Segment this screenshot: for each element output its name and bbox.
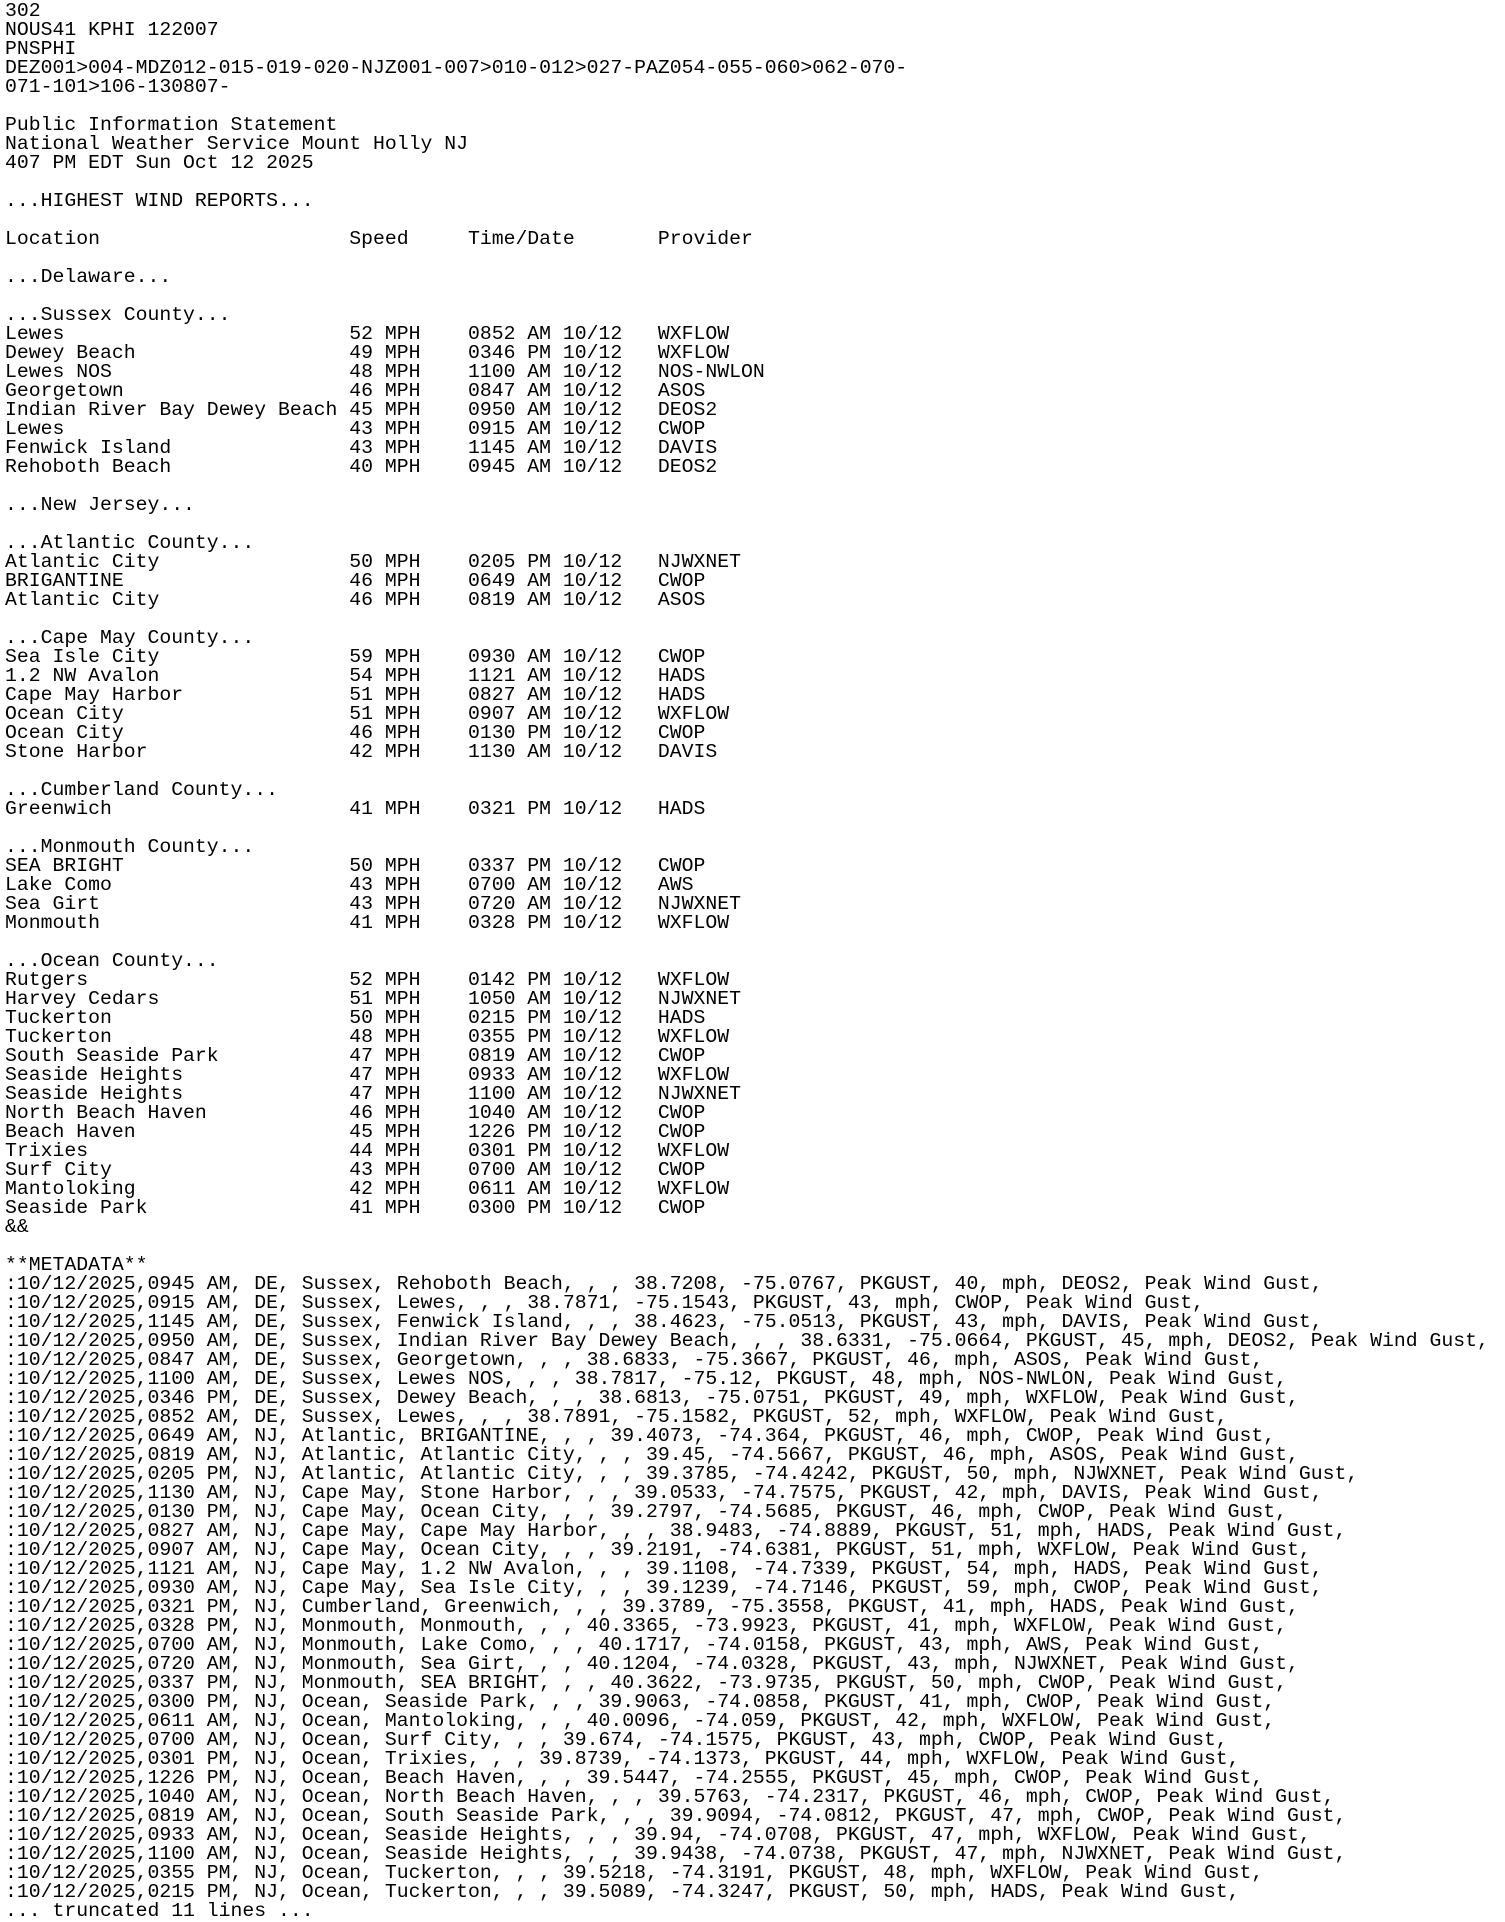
text-line: Atlantic City 46 MPH 0819 AM 10/12 ASOS xyxy=(5,589,706,611)
text-line: ...Monmouth County... xyxy=(5,836,255,858)
text-line: :10/12/2025,0950 AM, DE, Sussex, Indian River Bay Dewey Beach, , , 38.6331, -75.0664, PKGUST, 45, mph, DEOS2, Peak Wind Gust, xyxy=(5,1330,1489,1352)
text-line xyxy=(5,933,1505,952)
text-line: Surf City 43 MPH 0700 AM 10/12 CWOP xyxy=(5,1159,706,1181)
text-line: :10/12/2025,0945 AM, DE, Sussex, Rehoboth Beach, , , 38.7208, -75.0767, PKGUST, 40, mph, DEOS2, Peak Wind Gust, xyxy=(5,1273,1323,1295)
text-line: ...Sussex County... xyxy=(5,304,231,326)
text-line: :10/12/2025,0930 AM, NJ, Cape May, Sea Isle City, , , 39.1239, -74.7146, PKGUST, 59, mph, CWOP, Peak Wind Gust, xyxy=(5,1577,1323,1599)
text-line: ...Ocean County... xyxy=(5,950,219,972)
text-line xyxy=(5,249,1505,268)
text-line: Harvey Cedars 51 MPH 1050 AM 10/12 NJWXNET xyxy=(5,988,741,1010)
text-line: :10/12/2025,0300 PM, NJ, Ocean, Seaside Park, , , 39.9063, -74.0858, PKGUST, 41, mph, CWOP, Peak Wind Gust, xyxy=(5,1691,1276,1713)
text-line: :10/12/2025,0328 PM, NJ, Monmouth, Monmouth, , , 40.3365, -73.9923, PKGUST, 41, mph, WXFLOW, Peak Wind Gust, xyxy=(5,1615,1288,1637)
text-line: Tuckerton 48 MPH 0355 PM 10/12 WXFLOW xyxy=(5,1026,730,1048)
text-line: Sea Isle City 59 MPH 0930 AM 10/12 CWOP xyxy=(5,646,706,668)
text-line: Location Speed Time/Date Provider xyxy=(5,228,753,250)
text-line: :10/12/2025,0720 AM, NJ, Monmouth, Sea Girt, , , 40.1204, -74.0328, PKGUST, 43, mph, NJWXNET, Peak Wind Gust, xyxy=(5,1653,1299,1675)
text-line: Atlantic City 50 MPH 0205 PM 10/12 NJWXNET xyxy=(5,551,741,573)
text-line: Sea Girt 43 MPH 0720 AM 10/12 NJWXNET xyxy=(5,893,741,915)
text-line: :10/12/2025,1100 AM, NJ, Ocean, Seaside Heights, , , 39.9438, -74.0738, PKGUST, 47, mph, NJWXNET, Peak Wind Gust, xyxy=(5,1843,1347,1865)
text-line: :10/12/2025,0649 AM, NJ, Atlantic, BRIGANTINE, , , 39.4073, -74.364, PKGUST, 46, mph, CWOP, Peak Wind Gust, xyxy=(5,1425,1276,1447)
text-line: :10/12/2025,0215 PM, NJ, Ocean, Tuckerton, , , 39.5089, -74.3247, PKGUST, 50, mph, HADS, Peak Wind Gust, xyxy=(5,1881,1240,1903)
text-line: Seaside Heights 47 MPH 0933 AM 10/12 WXFLOW xyxy=(5,1064,730,1086)
text-line: 407 PM EDT Sun Oct 12 2025 xyxy=(5,152,314,174)
text-line: :10/12/2025,0301 PM, NJ, Ocean, Trixies, , , 39.8739, -74.1373, PKGUST, 44, mph, WXFLOW, Peak Wind Gust, xyxy=(5,1748,1240,1770)
text-line: Lewes 43 MPH 0915 AM 10/12 CWOP xyxy=(5,418,706,440)
text-line: :10/12/2025,0355 PM, NJ, Ocean, Tuckerton, , , 39.5218, -74.3191, PKGUST, 48, mph, WXFLOW, Peak Wind Gust, xyxy=(5,1862,1264,1884)
text-line: Mantoloking 42 MPH 0611 AM 10/12 WXFLOW xyxy=(5,1178,730,1200)
text-line: :10/12/2025,0205 PM, NJ, Atlantic, Atlantic City, , , 39.3785, -74.4242, PKGUST, 50, mph, NJWXNET, Peak Wind Gust, xyxy=(5,1463,1359,1485)
text-line: Rehoboth Beach 40 MPH 0945 AM 10/12 DEOS2 xyxy=(5,456,718,478)
text-line: PNSPHI xyxy=(5,38,77,60)
text-line: :10/12/2025,0819 AM, NJ, Atlantic, Atlantic City, , , 39.45, -74.5667, PKGUST, 46, mph, ASOS, Peak Wind Gust, xyxy=(5,1444,1299,1466)
text-line: :10/12/2025,0337 PM, NJ, Monmouth, SEA BRIGHT, , , 40.3622, -73.9735, PKGUST, 50, mph, CWOP, Peak Wind Gust, xyxy=(5,1672,1288,1694)
text-line: Cape May Harbor 51 MPH 0827 AM 10/12 HADS xyxy=(5,684,706,706)
text-line: :10/12/2025,0611 AM, NJ, Ocean, Mantoloking, , , 40.0096, -74.059, PKGUST, 42, mph, WXFLOW, Peak Wind Gust, xyxy=(5,1710,1276,1732)
text-line: ...Cumberland County... xyxy=(5,779,279,801)
text-line: Lewes 52 MPH 0852 AM 10/12 WXFLOW xyxy=(5,323,730,345)
text-line: **METADATA** xyxy=(5,1254,148,1276)
text-line: ...HIGHEST WIND REPORTS... xyxy=(5,190,314,212)
text-line: :10/12/2025,0130 PM, NJ, Cape May, Ocean City, , , 39.2797, -74.5685, PKGUST, 46, mph, CWOP, Peak Wind Gust, xyxy=(5,1501,1288,1523)
text-line xyxy=(5,477,1505,496)
text-line: Ocean City 46 MPH 0130 PM 10/12 CWOP xyxy=(5,722,706,744)
text-line: ... truncated 11 lines ... xyxy=(5,1900,314,1922)
text-line: :10/12/2025,0827 AM, NJ, Cape May, Cape May Harbor, , , 38.9483, -74.8889, PKGUST, 51, mph, HADS, Peak Wind Gust, xyxy=(5,1520,1347,1542)
text-line: :10/12/2025,1121 AM, NJ, Cape May, 1.2 NW Avalon, , , 39.1108, -74.7339, PKGUST, 54, mph, HADS, Peak Wind Gust, xyxy=(5,1558,1323,1580)
text-line: :10/12/2025,1040 AM, NJ, Ocean, North Beach Haven, , , 39.5763, -74.2317, PKGUST, 46, mph, CWOP, Peak Wind Gust, xyxy=(5,1786,1335,1808)
text-line: Stone Harbor 42 MPH 1130 AM 10/12 DAVIS xyxy=(5,741,718,763)
text-line: :10/12/2025,1226 PM, NJ, Ocean, Beach Haven, , , 39.5447, -74.2555, PKGUST, 45, mph, CWOP, Peak Wind Gust, xyxy=(5,1767,1264,1789)
text-line: Dewey Beach 49 MPH 0346 PM 10/12 WXFLOW xyxy=(5,342,730,364)
text-line: :10/12/2025,1100 AM, DE, Sussex, Lewes NOS, , , 38.7817, -75.12, PKGUST, 48, mph, NOS-NWLON, Peak Wind Gust, xyxy=(5,1368,1288,1390)
text-line: Monmouth 41 MPH 0328 PM 10/12 WXFLOW xyxy=(5,912,730,934)
text-line: Lewes NOS 48 MPH 1100 AM 10/12 NOS-NWLON xyxy=(5,361,765,383)
text-line: Beach Haven 45 MPH 1226 PM 10/12 CWOP xyxy=(5,1121,706,1143)
text-line: Greenwich 41 MPH 0321 PM 10/12 HADS xyxy=(5,798,706,820)
text-line: Seaside Park 41 MPH 0300 PM 10/12 CWOP xyxy=(5,1197,706,1219)
text-line xyxy=(5,1237,1505,1256)
text-line: :10/12/2025,0907 AM, NJ, Cape May, Ocean City, , , 39.2191, -74.6381, PKGUST, 51, mph, WXFLOW, Peak Wind Gust, xyxy=(5,1539,1311,1561)
text-line: :10/12/2025,0346 PM, DE, Sussex, Dewey Beach, , , 38.6813, -75.0751, PKGUST, 49, mph, WXFLOW, Peak Wind Gust, xyxy=(5,1387,1299,1409)
text-line: :10/12/2025,0915 AM, DE, Sussex, Lewes, , , 38.7871, -75.1543, PKGUST, 43, mph, CWOP, Peak Wind Gust, xyxy=(5,1292,1204,1314)
text-line: SEA BRIGHT 50 MPH 0337 PM 10/12 CWOP xyxy=(5,855,706,877)
text-line: ...Atlantic County... xyxy=(5,532,255,554)
text-line: North Beach Haven 46 MPH 1040 AM 10/12 CWOP xyxy=(5,1102,706,1124)
text-line: :10/12/2025,0819 AM, NJ, Ocean, South Seaside Park, , , 39.9094, -74.0812, PKGUST, 47, mph, CWOP, Peak Wind Gust, xyxy=(5,1805,1347,1827)
text-line: :10/12/2025,0933 AM, NJ, Ocean, Seaside Heights, , , 39.94, -74.0708, PKGUST, 47, mph, WXFLOW, Peak Wind Gust, xyxy=(5,1824,1311,1846)
text-line: 1.2 NW Avalon 54 MPH 1121 AM 10/12 HADS xyxy=(5,665,706,687)
text-line: ...New Jersey... xyxy=(5,494,195,516)
text-line: Fenwick Island 43 MPH 1145 AM 10/12 DAVIS xyxy=(5,437,718,459)
text-line: ...Cape May County... xyxy=(5,627,255,649)
text-line: Indian River Bay Dewey Beach 45 MPH 0950 AM 10/12 DEOS2 xyxy=(5,399,718,421)
text-line: :10/12/2025,1130 AM, NJ, Cape May, Stone Harbor, , , 39.0533, -74.7575, PKGUST, 42, mph, DAVIS, Peak Wind Gust, xyxy=(5,1482,1323,1504)
text-line: 071-101>106-130807- xyxy=(5,76,231,98)
text-line: Rutgers 52 MPH 0142 PM 10/12 WXFLOW xyxy=(5,969,730,991)
text-line: :10/12/2025,0700 AM, NJ, Ocean, Surf City, , , 39.674, -74.1575, PKGUST, 43, mph, CWOP, Peak Wind Gust, xyxy=(5,1729,1228,1751)
text-line: Seaside Heights 47 MPH 1100 AM 10/12 NJWXNET xyxy=(5,1083,741,1105)
text-line: :10/12/2025,0321 PM, NJ, Cumberland, Greenwich, , , 39.3789, -75.3558, PKGUST, 41, mph, HADS, Peak Wind Gust, xyxy=(5,1596,1299,1618)
text-line: :10/12/2025,0852 AM, DE, Sussex, Lewes, , , 38.7891, -75.1582, PKGUST, 52, mph, WXFLOW, Peak Wind Gust, xyxy=(5,1406,1228,1428)
text-line: Trixies 44 MPH 0301 PM 10/12 WXFLOW xyxy=(5,1140,730,1162)
text-line: && xyxy=(5,1216,29,1238)
text-line: Lake Como 43 MPH 0700 AM 10/12 AWS xyxy=(5,874,694,896)
text-line: DEZ001>004-MDZ012-015-019-020-NJZ001-007>010-012>027-PAZ054-055-060>062-070- xyxy=(5,57,908,79)
text-line: ...Delaware... xyxy=(5,266,172,288)
text-line: Georgetown 46 MPH 0847 AM 10/12 ASOS xyxy=(5,380,706,402)
text-line: National Weather Service Mount Holly NJ xyxy=(5,133,468,155)
text-line: NOUS41 KPHI 122007 xyxy=(5,19,219,41)
text-line: :10/12/2025,0847 AM, DE, Sussex, Georgetown, , , 38.6833, -75.3667, PKGUST, 46, mph, ASOS, Peak Wind Gust, xyxy=(5,1349,1264,1371)
text-line: :10/12/2025,0700 AM, NJ, Monmouth, Lake Como, , , 40.1717, -74.0158, PKGUST, 43, mph, AWS, Peak Wind Gust, xyxy=(5,1634,1264,1656)
text-line: BRIGANTINE 46 MPH 0649 AM 10/12 CWOP xyxy=(5,570,706,592)
text-line: Public Information Statement xyxy=(5,114,338,136)
text-line: 302 xyxy=(5,0,41,22)
text-line: Ocean City 51 MPH 0907 AM 10/12 WXFLOW xyxy=(5,703,730,725)
text-line: Tuckerton 50 MPH 0215 PM 10/12 HADS xyxy=(5,1007,706,1029)
text-line: South Seaside Park 47 MPH 0819 AM 10/12 CWOP xyxy=(5,1045,706,1067)
text-line: :10/12/2025,1145 AM, DE, Sussex, Fenwick Island, , , 38.4623, -75.0513, PKGUST, 43, mph, DAVIS, Peak Wind Gust, xyxy=(5,1311,1323,1333)
